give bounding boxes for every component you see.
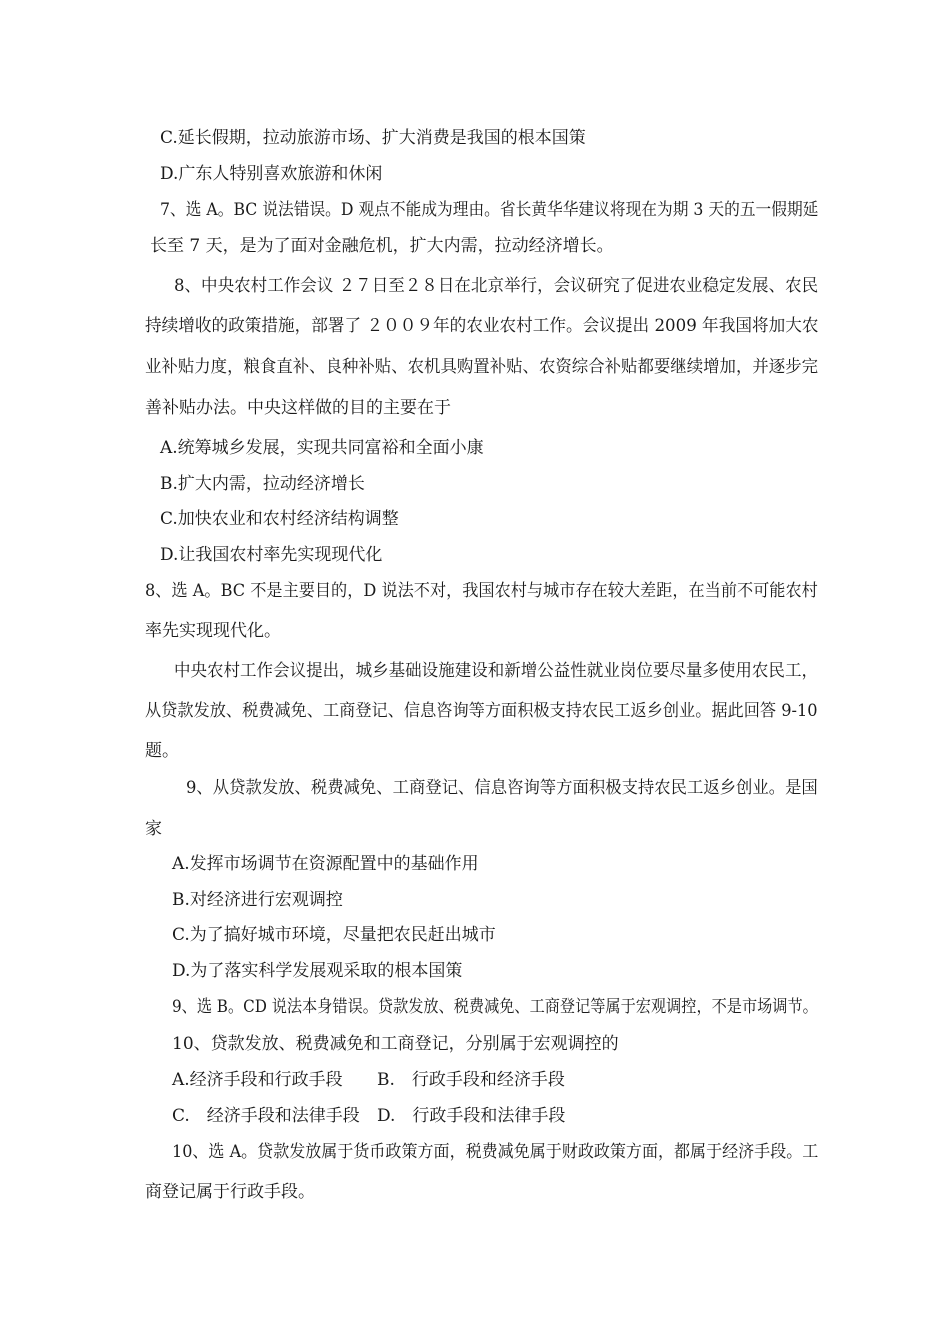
option-d-q10: D. 行政手段和法律手段 — [377, 1106, 566, 1126]
option-c-q6: C.延长假期，拉动旅游市场、扩大消费是我国的根本国策 — [160, 128, 586, 148]
option-d-q6: D.广东人特别喜欢旅游和休闲 — [160, 164, 383, 184]
answer-q9: 9、选 B。CD 说法本身错误。贷款发放、税费减免、工商登记等属于宏观调控，不是市场调节。 — [172, 997, 818, 1017]
answer-q10-line1: 10、选 A。贷款发放属于货币政策方面，税费减免属于财政政策方面，都属于经济手段。工 — [172, 1142, 819, 1162]
question-q8-line4: 善补贴办法。中央这样做的目的主要在于 — [145, 398, 451, 418]
option-a-q9: A.发挥市场调节在资源配置中的基础作用 — [172, 854, 479, 874]
option-b-q8: B.扩大内需，拉动经济增长 — [160, 474, 365, 494]
question-q9-line1: 9、从贷款发放、税费减免、工商登记、信息咨询等方面积极支持农民工返乡创业。是国 — [186, 778, 818, 798]
option-c-q8: C.加快农业和农村经济结构调整 — [160, 509, 399, 529]
option-d-q9: D.为了落实科学发展观采取的根本国策 — [172, 961, 463, 981]
question-q9-line2: 家 — [145, 819, 162, 839]
option-b-q9: B.对经济进行宏观调控 — [172, 890, 343, 910]
answer-q10-line2: 商登记属于行政手段。 — [145, 1182, 315, 1202]
context-q9-10-line3: 题。 — [145, 741, 179, 761]
context-q9-10-line2: 从贷款发放、税费减免、工商登记、信息咨询等方面积极支持农民工返乡创业。据此回答 9-10 — [145, 701, 818, 721]
question-q8-line2: 持续增收的政策措施，部署了 ２００９年的农业农村工作。会议提出 2009 年我国将加大农 — [145, 316, 819, 336]
option-c-q9: C.为了搞好城市环境，尽量把农民赶出城市 — [172, 925, 496, 945]
question-q8-line1: 8、中央农村工作会议 ２７日至２８日在北京举行，会议研究了促进农业稳定发展、农民 — [174, 276, 819, 296]
answer-q7-line1: 7、选 A。BC 说法错误。D 观点不能成为理由。省长黄华华建议将现在为期 3 天的五一假期延 — [160, 200, 819, 220]
option-b-q10: B. 行政手段和经济手段 — [377, 1070, 565, 1090]
option-a-q8: A.统筹城乡发展，实现共同富裕和全面小康 — [160, 438, 484, 458]
option-c-q10: C. 经济手段和法律手段 — [172, 1106, 360, 1126]
answer-q8-line1: 8、选 A。BC 不是主要目的，D 说法不对，我国农村与城市存在较大差距，在当前不可能农村 — [145, 581, 818, 601]
answer-q8-line2: 率先实现现代化。 — [145, 621, 281, 641]
question-q10: 10、贷款发放、税费减免和工商登记，分别属于宏观调控的 — [172, 1034, 619, 1054]
option-d-q8: D.让我国农村率先实现现代化 — [160, 545, 383, 565]
question-q8-line3: 业补贴力度，粮食直补、良种补贴、农机具购置补贴、农资综合补贴都要继续增加，并逐步完 — [145, 357, 819, 377]
answer-q7-line2: 长至 7 天，是为了面对金融危机，扩大内需，拉动经济增长。 — [150, 236, 614, 256]
context-q9-10-line1: 中央农村工作会议提出，城乡基础设施建设和新增公益性就业岗位要尽量多使用农民工， — [174, 661, 818, 681]
option-a-q10: A.经济手段和行政手段 — [172, 1070, 343, 1090]
